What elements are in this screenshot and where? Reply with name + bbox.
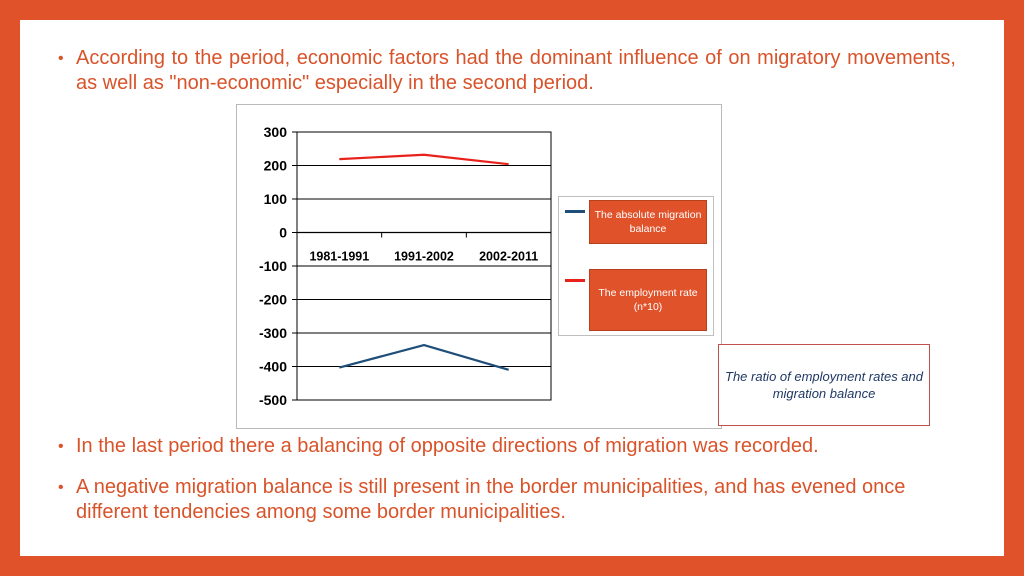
y-tick-label: -400	[258, 358, 287, 375]
bullet-text: According to the period, economic factors had the dominant influence of on migratory movements, as well as "non-economic" especially in the second period.	[76, 47, 956, 94]
x-tick-label: 1981-1991	[309, 249, 370, 264]
y-tick-label: 0	[279, 224, 287, 241]
bullet-dot: •	[58, 438, 64, 455]
legend-label-employment: The employment rate (n*10)	[589, 269, 707, 331]
y-tick-label: 100	[263, 191, 287, 207]
y-tick-label: -100	[258, 258, 287, 274]
y-tick-label: 300	[263, 124, 287, 140]
x-tick-label: 2002-2011	[479, 249, 539, 264]
bullet-negative-balance	[58, 475, 956, 525]
y-tick-label: -300	[258, 325, 287, 341]
bullet-dot: •	[58, 50, 64, 67]
bullet-text: In the last period there a balancing of opposite directions of migration was recorded.	[76, 435, 819, 457]
series-line-employment	[339, 155, 508, 164]
bullet-balancing	[58, 434, 956, 459]
chart-legend	[558, 196, 714, 336]
ratio-note-box: The ratio of employment rates and migration balance	[718, 344, 930, 426]
slide	[20, 20, 1004, 556]
x-tick-label: 1991-2002	[394, 249, 454, 264]
bullet-dot: •	[58, 479, 64, 496]
legend-line-migration	[565, 210, 585, 213]
legend-line-employment	[565, 279, 585, 282]
bullet-economic-factors	[58, 46, 956, 96]
bullet-text: A negative migration balance is still present in the border municipalities, and has evened once different tendencies among some border municipalities.	[76, 476, 906, 523]
legend-label-migration: The absolute migration balance	[589, 200, 707, 244]
y-tick-label: -200	[258, 291, 287, 308]
y-tick-label: 200	[263, 157, 287, 174]
y-tick-label: -500	[258, 392, 287, 408]
